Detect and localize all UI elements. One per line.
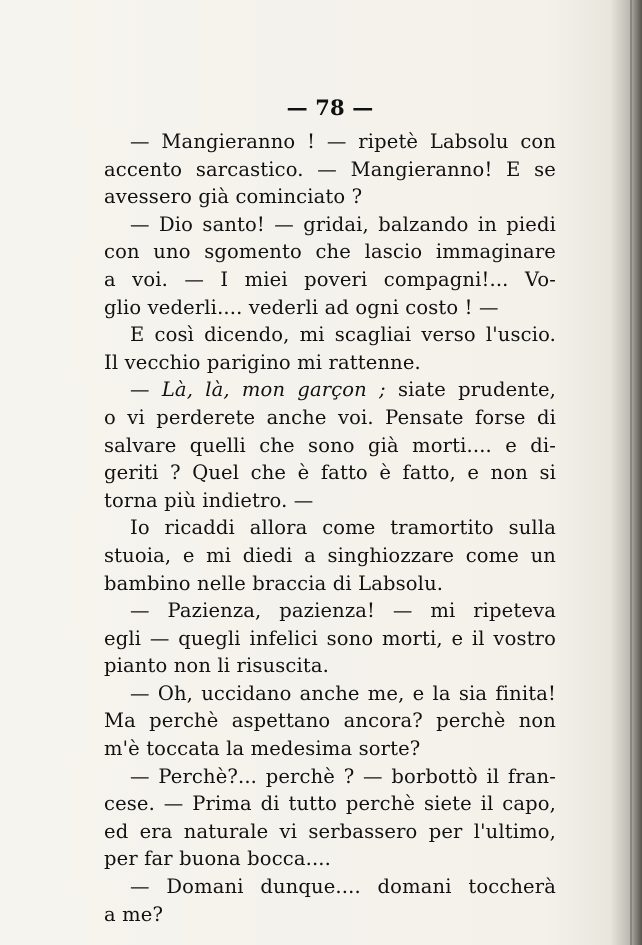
- text-line: — Pazienza, pazienza! — mi ripeteva: [130, 599, 556, 623]
- text-line: pianto non li risuscita.: [104, 654, 329, 678]
- text-line: Ma perchè aspettano ancora? perchè non: [104, 709, 556, 733]
- text-block: [104, 90, 556, 928]
- text-line: E così dicendo, mi scagliai verso l'uscio.: [130, 323, 556, 347]
- text-line: Il vecchio parigino mi rattenne.: [104, 350, 421, 374]
- text-line: a me?: [104, 902, 164, 926]
- text-line: a voi. — I miei poveri compagni!... Vo-: [104, 267, 556, 291]
- text-span: —: [130, 378, 162, 402]
- text-line: o vi perderete anche voi. Pensate forse di: [104, 405, 556, 429]
- text-line: — Domani dunque.... domani toccherà: [130, 875, 556, 899]
- text-span: siate prudente,: [385, 378, 556, 402]
- text-line: geriti ? Quel che è fatto è fatto, e non si: [104, 461, 556, 485]
- text-line: m'è toccata la medesima sorte?: [104, 737, 421, 761]
- text-line: cese. — Prima di tutto perchè siete il capo,: [104, 792, 556, 816]
- page-edge: [630, 0, 632, 945]
- text-line: [104, 376, 556, 404]
- text-line: ed era naturale vi serbassero per l'ultimo,: [104, 819, 556, 843]
- text-line: con uno sgomento che lascio immaginare: [104, 240, 556, 264]
- text-line: avessero già cominciato ?: [104, 185, 363, 209]
- text-line: bambino nelle braccia di Labsolu.: [104, 571, 444, 595]
- text-line: — Dio santo! — gridai, balzando in piedi: [130, 212, 556, 236]
- text-line: — Mangieranno ! — ripetè Labsolu con: [130, 130, 556, 153]
- page-number: — 78 —: [286, 95, 374, 120]
- italic-phrase: Là, là, mon garçon ;: [161, 378, 386, 402]
- text-line: egli — quegli infelici sono morti, e il vostro: [104, 626, 556, 650]
- text-line: — Perchè?... perchè ? — borbottò il fran-: [130, 764, 556, 788]
- text-line: salvare quelli che sono già morti.... e di-: [104, 433, 556, 457]
- text-line: — Oh, uccidano anche me, e la sia finita!: [130, 681, 556, 705]
- text-line: glio vederli.... vederli ad ogni costo ! —: [104, 295, 499, 319]
- text-line: per far buona bocca....: [104, 847, 332, 871]
- text-line: stuoia, e mi diedi a singhiozzare come un: [104, 543, 556, 567]
- text-line: accento sarcastico. — Mangieranno! E se: [104, 157, 556, 181]
- text-line: Io ricaddi allora come tramortito sulla: [130, 516, 556, 540]
- text-line: torna più indietro. —: [104, 488, 314, 512]
